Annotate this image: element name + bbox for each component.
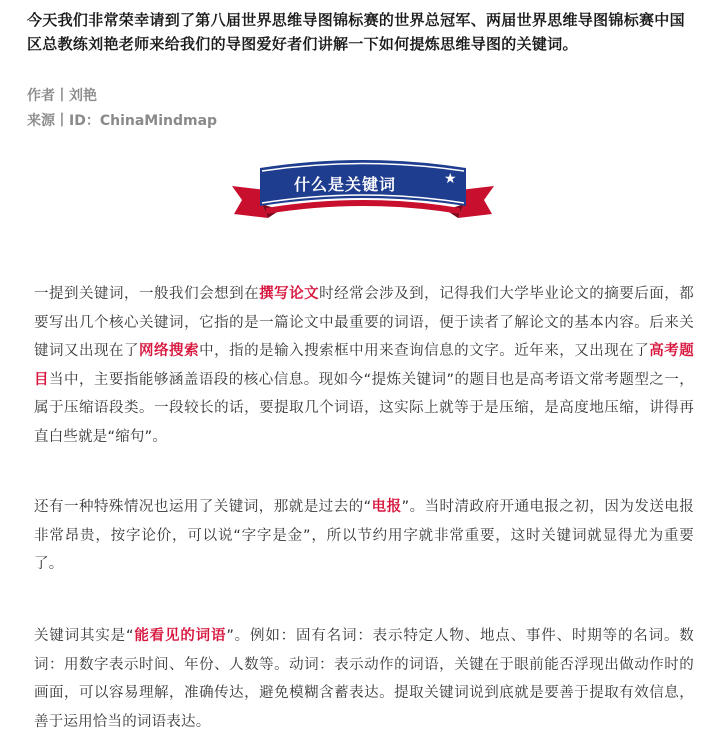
p1-text-a: 一提到关键词，一般我们会想到在 bbox=[34, 286, 260, 302]
highlight-thesis-writing: 撰写论文 bbox=[259, 286, 320, 302]
highlight-web-search: 网络搜索 bbox=[139, 343, 200, 359]
source-line: 来源丨ID：ChinaMindmap bbox=[27, 113, 218, 129]
section-banner bbox=[232, 156, 494, 232]
p2-text-b: ”。当时清政府开通电报之初，因为发送电报非常昂贵，按字论价，可以说“字字是金”，所以节约用字就非常重要，这时关键词就显得尤为重要了。 bbox=[34, 499, 694, 572]
highlight-visible-words: 能看见的词语 bbox=[133, 628, 227, 644]
intro-text: 今天我们非常荣幸请到了第八届世界思维导图锦标赛的世界总冠军、两届世界思维导图锦标赛中国区总教练刘艳老师来给我们的导图爱好者们讲解一下如何提炼思维导图的关键词。 bbox=[27, 11, 685, 53]
p3-text-b: ”。例如：固有名词：表示特定人物、地点、事件、时期等的名词。数词：用数字表示时间、年份、人数等。动词：表示动作的词语，关键在于眼前能否浮现出做动作时的画面，可以容易理解，准确传达，避免模糊含蓄表达。提取关键词说到底就是要善于提取有效信息，善于运用恰当的词语表达。 bbox=[34, 628, 694, 730]
paragraph-1 bbox=[34, 280, 694, 451]
p2-text-a: 还有一种特殊情况也运用了关键词，那就是过去的“ bbox=[34, 499, 372, 515]
highlight-telegram: 电报 bbox=[371, 499, 402, 515]
banner-title-text: 什么是关键词 bbox=[293, 175, 396, 194]
paragraph-2 bbox=[34, 493, 694, 579]
p1-text-d: 当中，主要指能够涵盖语段的核心信息。现如今“提炼关键词”的题目也是高考语文常考题型之一，属于压缩语段类。一段较长的话，要提取几个词语，这实际上就等于是压缩，是高度地压缩，讲得再直白些就是“缩句”。 bbox=[34, 371, 694, 445]
author-line: 作者丨刘艳 bbox=[27, 88, 97, 104]
star-icon: ★ bbox=[444, 171, 457, 187]
p1-text-c: 中，指的是输入搜索框中用来查询信息的文字。近年来，又出现在了 bbox=[199, 343, 650, 359]
p3-text-a: 关键词其实是“ bbox=[34, 628, 134, 644]
highlight-exam-questions: 高考题目 bbox=[34, 343, 694, 388]
p1-text-b: 时经常会涉及到，记得我们大学毕业论文的摘要后面，都要写出几个核心关键词，它指的是一篇论文中最重要的词语，便于读者了解论文的基本内容。后来关键词又出现在了 bbox=[34, 286, 694, 359]
paragraph-3 bbox=[34, 622, 694, 736]
